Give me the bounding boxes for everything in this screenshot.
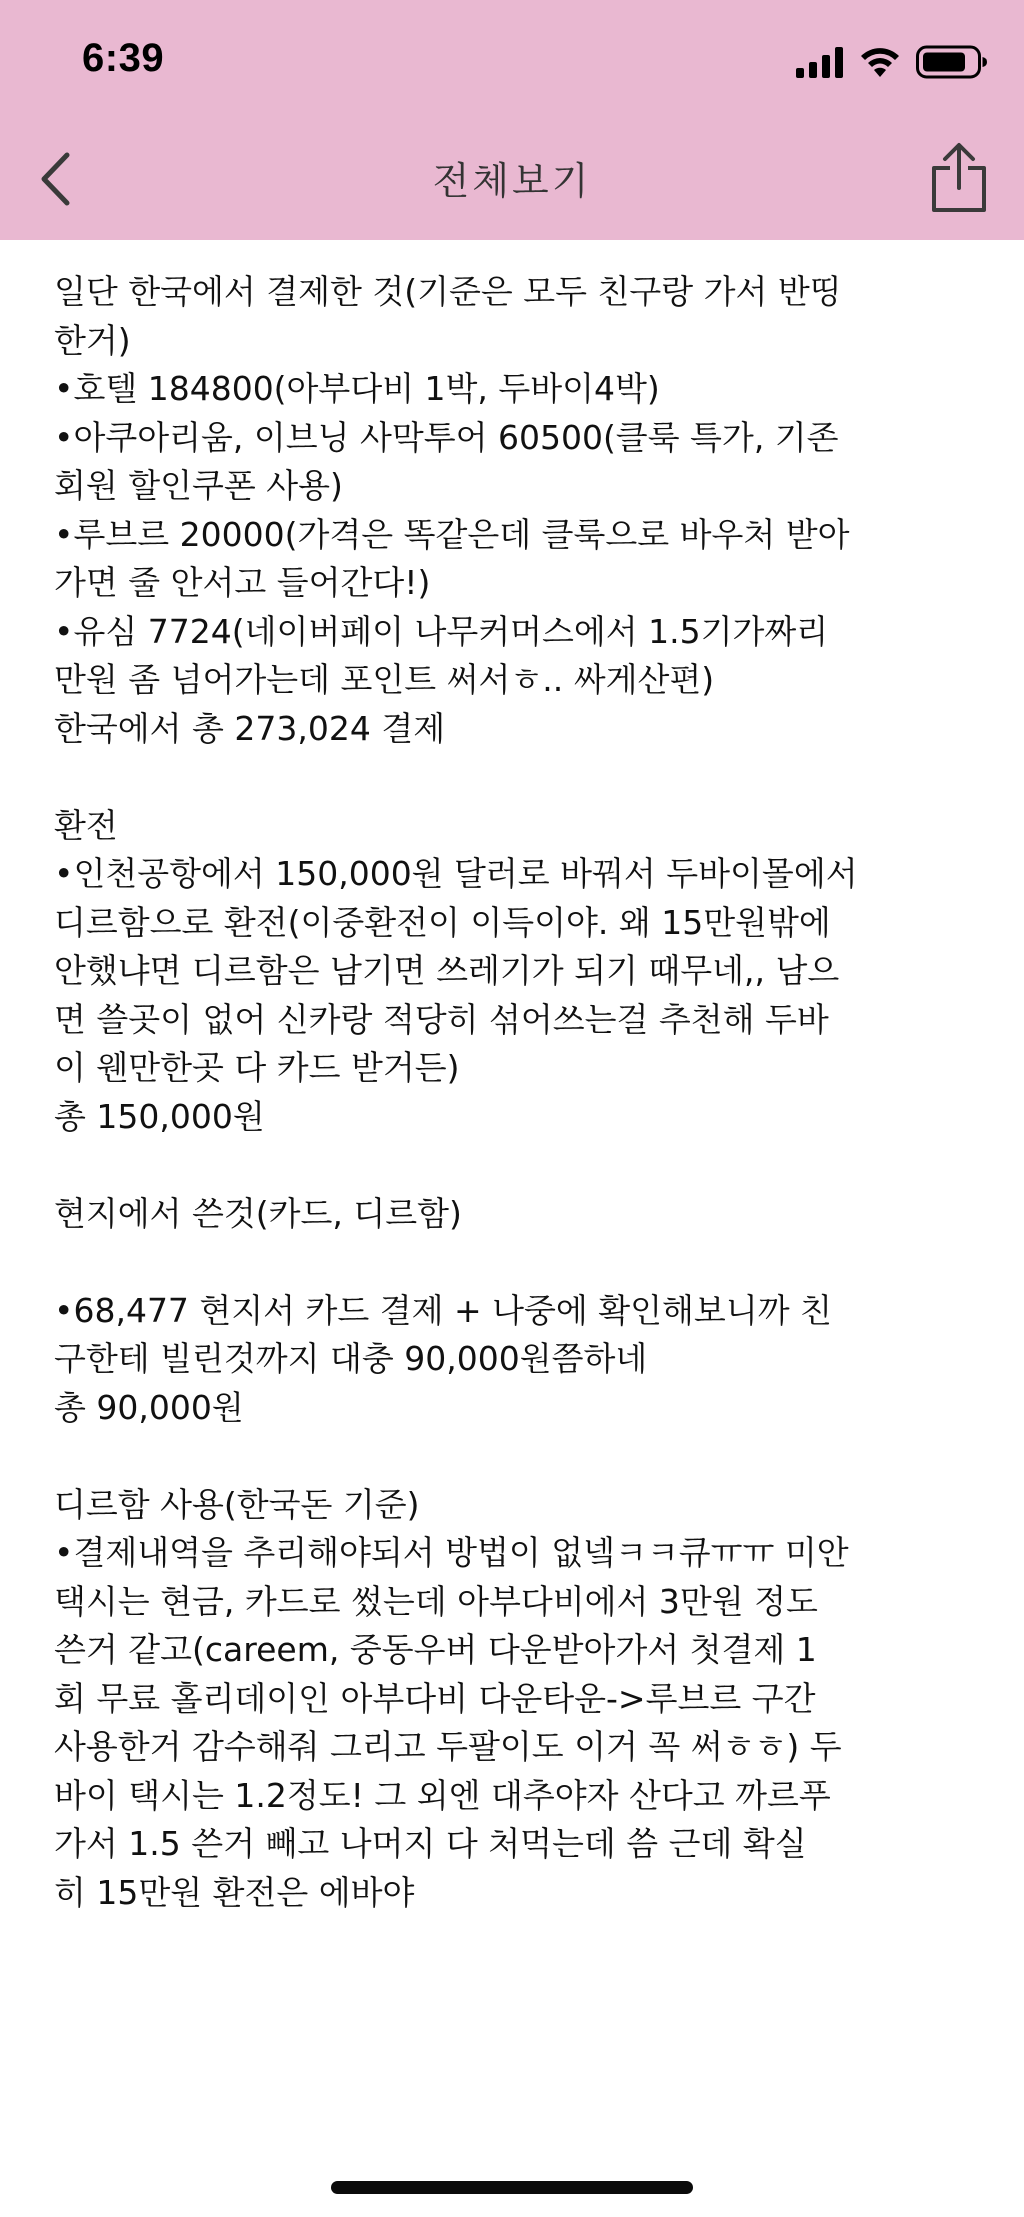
share-button[interactable]	[928, 140, 990, 220]
note-line: •결제내역을 추리해야되서 방법이 없넼ㅋㅋ큐ㅠㅠ 미안	[54, 1533, 849, 1572]
note-body[interactable]	[54, 268, 980, 1917]
note-line: 회원 할인쿠폰 사용)	[54, 466, 343, 505]
top-bar	[0, 0, 1024, 240]
note-line: 현지에서 쓴것(카드, 디르함)	[54, 1193, 462, 1233]
share-icon	[930, 142, 988, 218]
status-time: 6:39	[82, 36, 165, 80]
note-line: 바이 택시는 1.2정도! 그 외엔 대추야자 산다고 까르푸	[54, 1775, 831, 1815]
note-line: 쓴거 같고(careem, 중동우버 다운받아가서 첫결제 1	[54, 1630, 817, 1669]
battery-icon	[916, 45, 988, 83]
note-line: •아쿠아리움, 이브닝 사막투어 60500(클룩 특가, 기존	[54, 417, 839, 457]
cellular-signal-icon	[796, 46, 844, 82]
note-line: 이 웬만한곳 다 카드 받거든)	[54, 1048, 460, 1087]
note-line: •유심 7724(네이버페이 나무커머스에서 1.5기가짜리	[54, 611, 829, 651]
note-line: 총 150,000원	[54, 1096, 265, 1136]
note-line: 회 무료 홀리데이인 아부다비 다운타운->루브르 구간	[54, 1678, 816, 1718]
page-title: 전체보기	[432, 159, 592, 203]
note-line: 한거)	[54, 320, 131, 360]
note-line: 총 90,000원	[54, 1387, 244, 1427]
note-line: 면 쓸곳이 없어 신카랑 적당히 섞어쓰는걸 추천해 두바	[54, 999, 829, 1039]
note-line: •호텔 184800(아부다비 1박, 두바이4박)	[54, 369, 660, 408]
note-line: 가면 줄 안서고 들어간다!)	[54, 563, 431, 602]
note-line: 택시는 현금, 카드로 썼는데 아부다비에서 3만원 정도	[54, 1581, 818, 1621]
note-line: 구한테 빌린것까지 대충 90,000원쯤하네	[54, 1339, 648, 1378]
note-line: 사용한거 감수해줘 그리고 두팔이도 이거 꼭 써ㅎㅎ) 두	[54, 1727, 842, 1766]
note-line: 안했냐면 디르함은 남기면 쓰레기가 되기 때무네,, 남으	[54, 951, 840, 990]
blank-line	[54, 1238, 980, 1287]
note-line: 디르함 사용(한국돈 기준)	[54, 1484, 420, 1524]
note-line: 디르함으로 환전(이중환전이 이득이야. 왜 15만원밖에	[54, 902, 831, 942]
note-line: 만원 좀 넘어가는데 포인트 써서ㅎ.. 싸게산편)	[54, 660, 715, 699]
note-line: 한국에서 총 273,024 결제	[54, 708, 446, 748]
note-line: 환전	[54, 805, 118, 845]
home-indicator[interactable]	[331, 2181, 693, 2194]
note-line: •인천공항에서 150,000원 달러로 바꿔서 두바이몰에서	[54, 854, 858, 893]
blank-line	[54, 1141, 980, 1190]
status-icons	[796, 46, 988, 82]
note-line: •루브르 20000(가격은 똑같은데 클룩으로 바우처 받아	[54, 514, 850, 554]
blank-line	[54, 1432, 980, 1481]
note-line: 일단 한국에서 결제한 것(기준은 모두 친구랑 가서 반띵	[54, 272, 842, 311]
note-line: 가서 1.5 쓴거 빼고 나머지 다 처먹는데 씀 근데 확실	[54, 1824, 807, 1863]
note-line: •68,477 현지서 카드 결제 + 나중에 확인해보니까 친	[54, 1290, 832, 1330]
wifi-icon	[860, 46, 900, 82]
note-line: 히 15만원 환전은 에바야	[54, 1872, 415, 1912]
blank-line	[54, 753, 980, 802]
